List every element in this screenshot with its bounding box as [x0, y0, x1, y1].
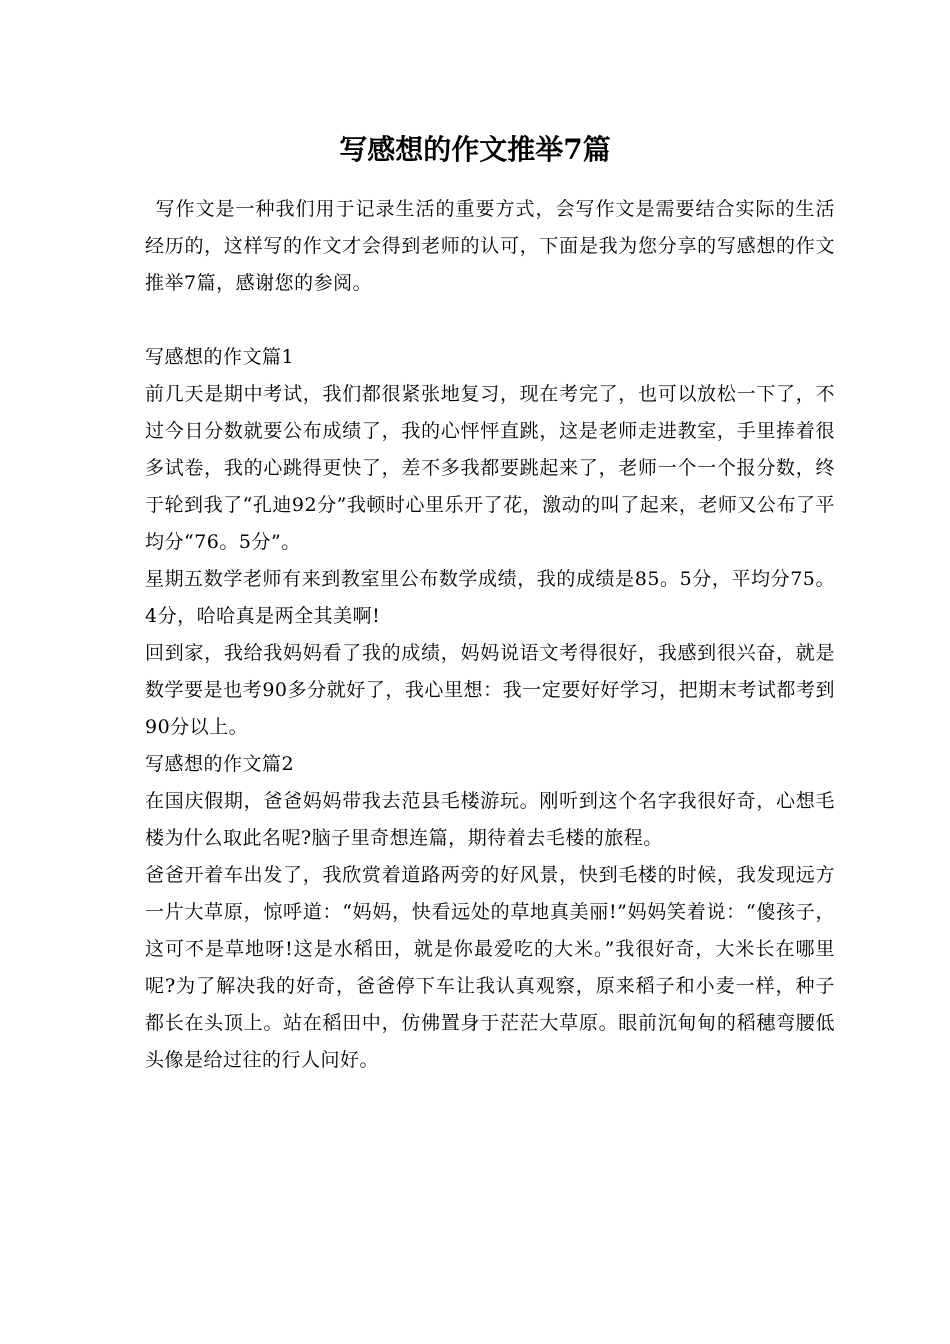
document-body — [145, 191, 835, 1079]
essay-paragraph: 在国庆假期，爸爸妈妈带我去范县毛楼游玩。刚听到这个名字我很好奇，心想毛楼为什么取此名呢?脑子里奇想连篇，期待着去毛楼的旅程。 — [145, 790, 835, 849]
intro-paragraph: 写作文是一种我们用于记录生活的重要方式，会写作文是需要结合实际的生活经历的，这样写的作文才会得到老师的认可，下面是我为您分享的写感想的作文推举7篇，感谢您的参阅。 — [145, 198, 835, 294]
essay-paragraph: 回到家，我给我妈妈看了我的成绩，妈妈说语文考得很好，我感到很兴奋，就是数学要是也考90多分就好了，我心里想：我一定要好好学习，把期末考试都考到90分以上。 — [145, 642, 835, 738]
essay-heading: 写感想的作文篇1 — [145, 346, 295, 368]
document-title: 写感想的作文推举7篇 — [339, 133, 611, 166]
essay-paragraph: 星期五数学老师有来到教室里公布数学成绩，我的成绩是85。5分，平均分75。4分，哈哈真是两全其美啊! — [145, 568, 835, 627]
essay-paragraph: 前几天是期中考试，我们都很紧张地复习，现在考完了，也可以放松一下了，不过今日分数就要公布成绩了，我的心怦怦直跳，这是老师走进教室，手里捧着很多试卷，我的心跳得更快了，差不多我都要跳起来了，老师一个一个报分数，终于轮到我了“孔迪92分”我顿时心里乐开了花，激动的叫了起来，老师又公布了平均分“76。5分”。 — [145, 383, 835, 553]
essay-paragraph: 爸爸开着车出发了，我欣赏着道路两旁的好风景，快到毛楼的时候，我发现远方一片大草原，惊呼道：“妈妈，快看远处的草地真美丽!”妈妈笑着说：“傻孩子，这可不是草地呀!这是水稻田，就是你最爱吃的大米。”我很好奇，大米长在哪里呢?为了解决我的好奇，爸爸停下车让我认真观察，原来稻子和小麦一样，种子都长在头顶上。站在稻田中，仿佛置身于茫茫大草原。眼前沉甸甸的稻穗弯腰低头像是给过往的行人问好。 — [145, 864, 835, 1071]
essay-heading: 写感想的作文篇2 — [145, 753, 295, 775]
